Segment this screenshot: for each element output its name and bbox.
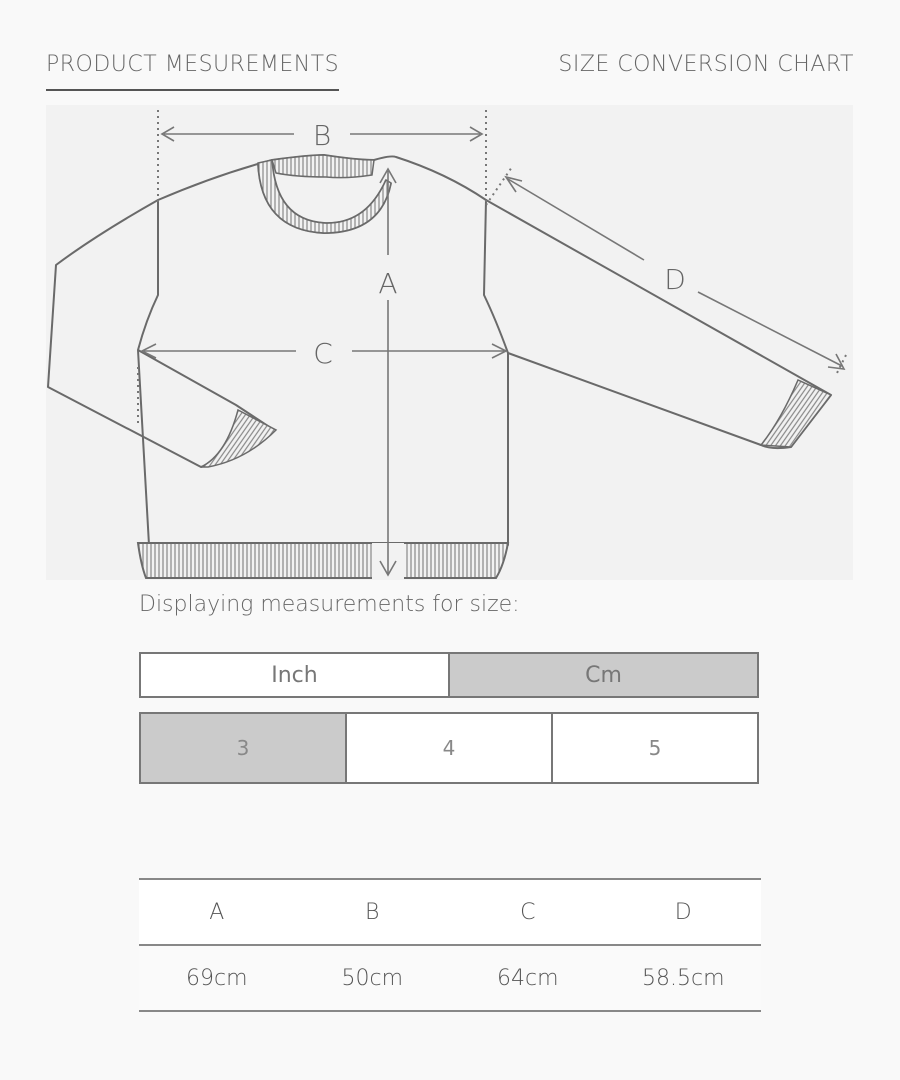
table-header: C	[450, 879, 606, 945]
size-option-5[interactable]: 5	[551, 714, 757, 782]
table-cell: 69cm	[139, 945, 295, 1011]
sweater-diagram	[46, 105, 853, 580]
sweater-illustration	[46, 105, 853, 580]
table-cell: 64cm	[450, 945, 606, 1011]
tab-bar	[46, 52, 854, 96]
tab-product-measurements[interactable]: PRODUCT MESUREMENTS	[46, 52, 339, 91]
label-b: B	[312, 119, 332, 152]
label-d: D	[664, 263, 686, 296]
table-header: D	[606, 879, 762, 945]
table-row	[139, 945, 761, 1011]
label-c: C	[313, 337, 333, 370]
size-caption: Displaying measurements for size:	[139, 592, 520, 617]
table-header: B	[295, 879, 451, 945]
table-header: A	[139, 879, 295, 945]
tab-size-conversion-chart[interactable]: SIZE CONVERSION CHART	[558, 52, 854, 77]
unit-toggle	[139, 652, 759, 698]
measurements-table	[139, 878, 761, 1012]
unit-inch-button[interactable]: Inch	[141, 654, 448, 696]
size-selector	[139, 712, 759, 784]
table-cell: 58.5cm	[606, 945, 762, 1011]
label-a: A	[378, 267, 398, 300]
table-cell: 50cm	[295, 945, 451, 1011]
unit-cm-button[interactable]: Cm	[448, 654, 757, 696]
size-option-3[interactable]: 3	[141, 714, 345, 782]
size-option-4[interactable]: 4	[345, 714, 551, 782]
table-header-row	[139, 879, 761, 945]
